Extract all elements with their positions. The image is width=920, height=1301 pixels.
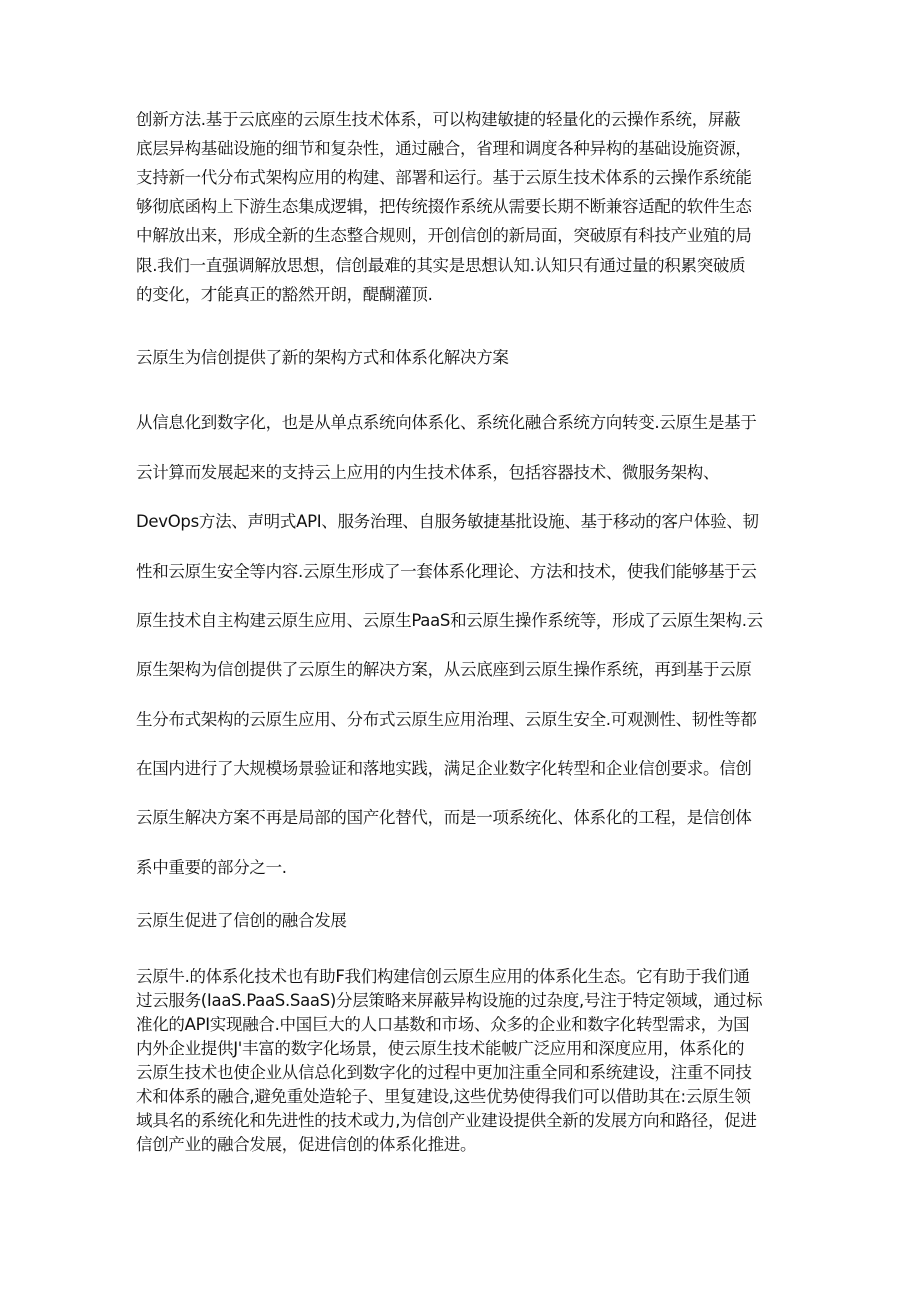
paragraph-1-line: 支持新一代分布式架构应用的构建、部署和运行。基于云原生技术体系的云操作系统能 <box>136 168 752 187</box>
paragraph-1-line: 中解放出来，形成全新的生态整合规则，开创信创的新局面，突破原有科技产业殖的局 <box>136 226 752 245</box>
paragraph-3-line: 准化的API实现融合.中国巨大的人口基数和市场、众多的企业和数字化转型需求，为国 <box>136 1015 750 1034</box>
paragraph-3-line: 过云服务(IaaS.PaaS.SaaS)分层策略来屏蔽异构设施的过杂度,号注于特定领域，通过标 <box>136 991 763 1010</box>
paragraph-1-line: 限.我们一直强调解放思想，信创最难的其实是思想认知.认知只有通过量的积累突破质 <box>136 256 746 275</box>
paragraph-1-line: 够彻底函构上下游生态集成逻辑，把传统掇作系统从需要长期不断兼容适配的软件生态 <box>136 197 752 216</box>
paragraph-1-line: 的变化，才能真正的豁然开朗，醍醐灌顶. <box>136 285 433 304</box>
paragraph-1-line: 创新方法.基于云底座的云原生技术体系，可以构建敏捷的轻量化的云操作系统，屏蔽 <box>136 110 741 129</box>
section-heading-2: 云原生促进了信创的融合发展 <box>136 911 347 930</box>
paragraph-2-line: 原生技术自主构建云原生应用、云原生PaaS和云原生操作系统等，形成了云原生架构.云 <box>136 611 763 630</box>
paragraph-2-line: 在国内进行了大规模场景验证和落地实践，满足企业数字化转型和企业信创要求。信创 <box>136 759 752 778</box>
paragraph-2-line: 云计算而发展起来的支持云上应用的内生技术体系，包括容器技术、微服务架构、 <box>136 463 720 482</box>
paragraph-2-line: 从信息化到数字化，也是从单点系统向体系化、系统化融合系统方向转变.云原生是基于 <box>136 413 757 432</box>
paragraph-1-line: 底层异构基础设施的细节和复杂性，通过融合，省理和调度各种异构的基础设施资源， <box>136 139 752 158</box>
paragraph-3-line: 云原生技术也使企业从信总化到数字化的过程中更加注重全同和系统建设，注重不同技 <box>136 1063 752 1082</box>
paragraph-3-line: 云原牛.的体系化技术也有助F我们构建信创云原生应用的体系化生态。它有助于我们通 <box>136 967 750 986</box>
paragraph-2-line: 性和云原生安全等内容.云原生形成了一套体系化理论、方法和技术，使我们能够基于云 <box>136 562 757 581</box>
paragraph-2-line: 云原生解决方案不再是局部的国产化替代，而是一项系统化、体系化的工程，是信创体 <box>136 808 752 827</box>
paragraph-3-line: 域具名的系统化和先进性的技术或力,为信创产业建设提供全新的发展方向和路径，促进 <box>136 1111 757 1130</box>
paragraph-3-line: 内外企业提供J'丰富的数字化场景，使云原生技术能帔广泛应用和深度应用，体系化的 <box>136 1039 745 1058</box>
section-heading-1: 云原生为信创提供了新的架构方式和体系化解决方案 <box>136 348 509 367</box>
paragraph-2-line: 生分布式架构的云原生应用、分布式云原生应用治理、云原生安全.可观测性、韧性等都 <box>136 710 757 729</box>
paragraph-3-line: 术和体系的融合,避免重处造轮子、里复建设,这些优势使得我们可以借助其在:云原生领 <box>136 1087 751 1106</box>
paragraph-2-line: 原生架构为信创提供了云原生的解决方案，从云底座到云原生操作系统，再到基于云原 <box>136 660 752 679</box>
paragraph-2-line: DevOps方法、声明式API、服务治理、自服务敏捷基批设施、基于移动的客户体验、韧 <box>136 512 759 531</box>
paragraph-2-line: 系中重要的部分之一. <box>136 858 287 877</box>
paragraph-3-line: 信创产业的融合发展，促进信创的体系化推进。 <box>136 1135 477 1154</box>
